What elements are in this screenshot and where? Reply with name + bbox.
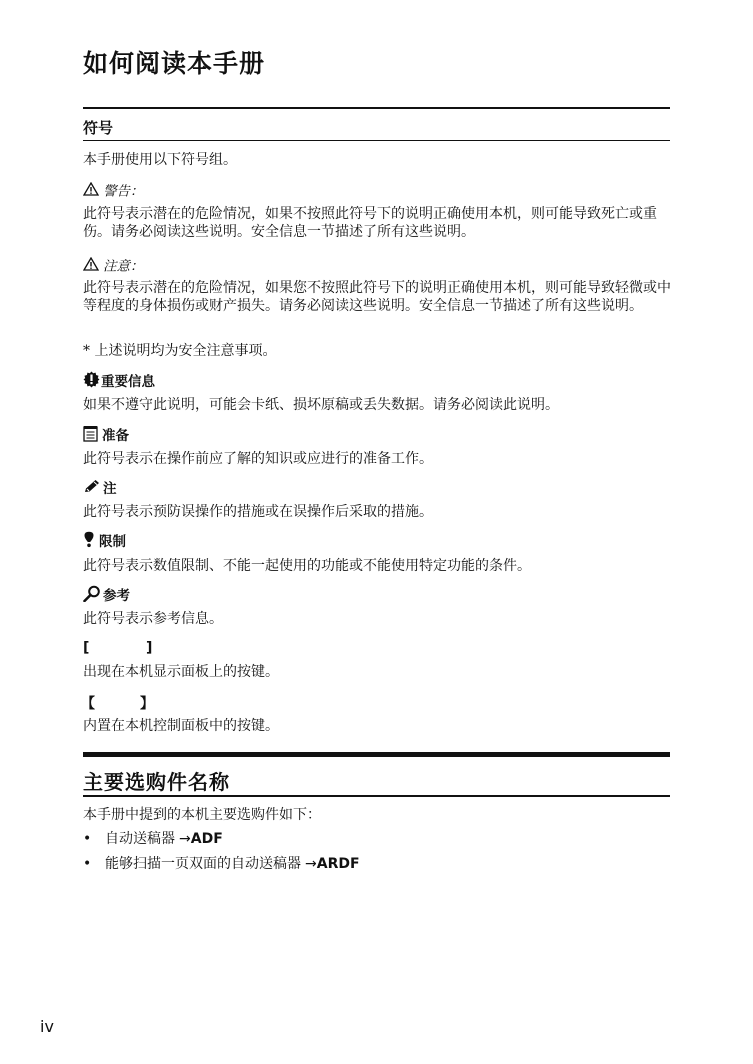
exclamation-icon: [83, 531, 95, 553]
magnifier-icon: [83, 585, 101, 607]
page-title: 如何阅读本手册: [83, 49, 266, 78]
safety-footnote: * 上述说明均为安全注意事项。: [83, 343, 277, 359]
important-badge-icon: [83, 371, 100, 393]
caution-label-row: [83, 257, 144, 276]
warning-label-row: [83, 182, 144, 201]
options-intro: 本手册中提到的本机主要选购件如下：: [83, 807, 321, 823]
list-item: [83, 830, 223, 848]
options-rule-top: [83, 752, 670, 757]
symbols-heading: 符号: [83, 119, 114, 137]
limitation-label-row: [83, 531, 126, 553]
reference-label-row: [83, 585, 130, 607]
panel-keys-text: 内置在本机控制面板中的按键。: [83, 718, 279, 734]
preparation-label: 准备: [102, 428, 129, 444]
section-rule-top: [83, 107, 670, 109]
section-rule-bottom: [83, 140, 670, 141]
page-number: iv: [40, 1017, 54, 1036]
important-text: 如果不遵守此说明，可能会卡纸、损坏原稿或丢失数据。请务必阅读此说明。: [83, 397, 559, 413]
caution-triangle-icon: [83, 257, 99, 276]
note-text: 此符号表示预防误操作的措施或在误操作后采取的措施。: [83, 504, 433, 520]
preparation-text: 此符号表示在操作前应了解的知识或应进行的准备工作。: [83, 451, 433, 467]
option-code: ARDF: [316, 856, 360, 872]
display-key-open-bracket: [: [83, 640, 90, 656]
caution-text: 此符号表示潜在的危险情况，如果您不按照此符号下的说明正确使用本机，则可能导致轻微或中等程度的身体损伤或财产损失。请务必阅读这些说明。安全信息一节描述了所有这些说明。: [83, 280, 671, 314]
bullet-dot: •: [83, 856, 92, 872]
display-key-close-bracket: ]: [146, 640, 153, 656]
limitation-text: 此符号表示数值限制、不能一起使用的功能或不能使用特定功能的条件。: [83, 558, 531, 574]
note-label-row: [83, 479, 117, 499]
option-name: 自动送稿器: [105, 831, 175, 847]
options-rule-bottom: [83, 795, 670, 797]
reference-text: 此符号表示参考信息。: [83, 611, 223, 627]
caution-label: 注意：: [103, 258, 144, 275]
display-keys-text: 出现在本机显示面板上的按键。: [83, 664, 279, 680]
panel-key-close-bracket: 】: [140, 696, 154, 712]
limitation-label: 限制: [99, 534, 126, 550]
warning-label: 警告：: [103, 183, 144, 200]
warning-triangle-icon: [83, 182, 99, 201]
reference-label: 参考: [103, 588, 130, 604]
symbols-intro: 本手册使用以下符号组。: [83, 152, 237, 168]
notepad-icon: [83, 425, 98, 447]
option-code: ADF: [190, 831, 223, 847]
important-label: 重要信息: [101, 374, 155, 390]
option-name: 能够扫描一页双面的自动送稿器: [105, 856, 301, 872]
options-heading: 主要选购件名称: [83, 770, 230, 794]
arrow-icon: →: [305, 856, 317, 872]
list-item: [83, 855, 360, 873]
bullet-dot: •: [83, 831, 92, 847]
preparation-label-row: [83, 425, 129, 447]
important-label-row: [83, 371, 155, 393]
warning-text: 此符号表示潜在的危险情况，如果不按照此符号下的说明正确使用本机，则可能导致死亡或重伤。请务必阅读这些说明。安全信息一节描述了所有这些说明。: [83, 206, 657, 240]
note-label: 注: [103, 481, 117, 497]
pencil-icon: [83, 479, 101, 499]
arrow-icon: →: [179, 831, 191, 847]
panel-key-open-bracket: 【: [81, 696, 95, 712]
